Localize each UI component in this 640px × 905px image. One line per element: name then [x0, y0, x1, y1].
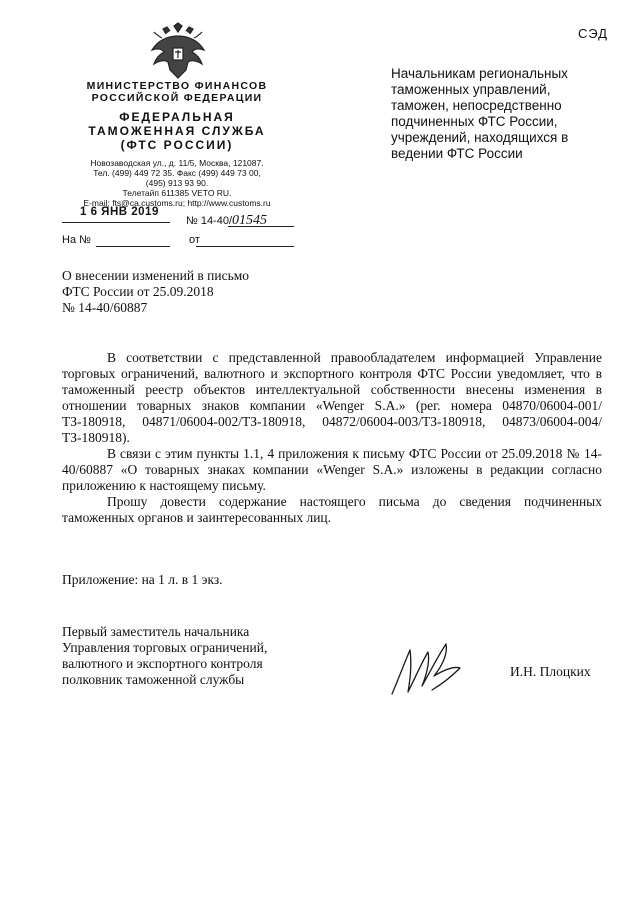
- body-paragraph: В соответствии с представленной правообладателем информацией Управление торговых ограничений, валютного и экспортного контроля ФТС России уведомляет, что в таможенный реестр объектов интеллектуальной собственности внесены изменения в отношении товарных знаков компании «Wenger S.A.» (рег. номера 04870/06004-001/ТЗ-180918, 04871/06004-002/ТЗ-180918, 04872/06004-003/ТЗ-180918, 04873/06004-004/ТЗ-180918).: [62, 350, 602, 445]
- letter-body: [62, 350, 602, 526]
- attachment-note: Приложение: на 1 л. в 1 экз.: [62, 572, 223, 587]
- ref-date-label: от: [189, 234, 200, 246]
- ref-number-label: На №: [62, 234, 91, 246]
- registration-date: 1 6 ЯНВ 2019: [80, 206, 159, 218]
- body-paragraph: В связи с этим пункты 1.1, 4 приложения к письму ФТС России от 25.09.2018 № 14-40/60887 «О товарных знаках компании «Wenger S.A.» изложены в редакции согласно приложению к настоящему письму.: [62, 446, 602, 493]
- agency-name: ФЕДЕРАЛЬНАЯ ТАМОЖЕННАЯ СЛУЖБА (ФТС РОССИИ): [88, 110, 266, 152]
- letter-subject: О внесении изменений в письмо ФТС России от 25.09.2018 № 14-40/60887: [62, 268, 250, 315]
- ministry-name: МИНИСТЕРСТВО ФИНАНСОВ РОССИЙСКОЙ ФЕДЕРАЦИИ: [86, 80, 268, 104]
- date-underline: [62, 222, 170, 223]
- registration-number: № 14-40/01545: [186, 213, 268, 228]
- coat-of-arms-emblem: [148, 22, 208, 80]
- addressee-block: Начальникам региональных таможенных управлений, таможен, непосредственно подчиненных ФТС России, учреждений, находящихся в ведении ФТС России: [391, 66, 569, 161]
- signer-title: Первый заместитель начальника Управления торговых ограничений, валютного и экспортного контроля полковник таможенной службы: [62, 624, 268, 687]
- letterhead: [58, 80, 296, 208]
- handwritten-signature: [386, 636, 470, 702]
- ref-date-blank: [196, 246, 294, 247]
- number-underline: [228, 226, 294, 227]
- reference-row: [62, 234, 200, 246]
- agency-contacts: Новозаводская ул., д. 11/5, Москва, 121087. Тел. (499) 449 72 35. Факс (499) 449 73 00, (495) 913 93 90. Телетайп 611385 VETO RU. E-mail: fts@ca.customs.ru; http://www.customs.ru: [83, 158, 271, 208]
- handwritten-number: 01545: [232, 213, 268, 228]
- body-paragraph: Прошу довести содержание настоящего письма до сведения подчиненных таможенных органов и заинтересованных лиц.: [62, 494, 602, 525]
- signer-name: И.Н. Плоцких: [510, 664, 591, 679]
- document-system-mark: СЭД: [578, 26, 608, 41]
- ref-number-blank: [96, 246, 170, 247]
